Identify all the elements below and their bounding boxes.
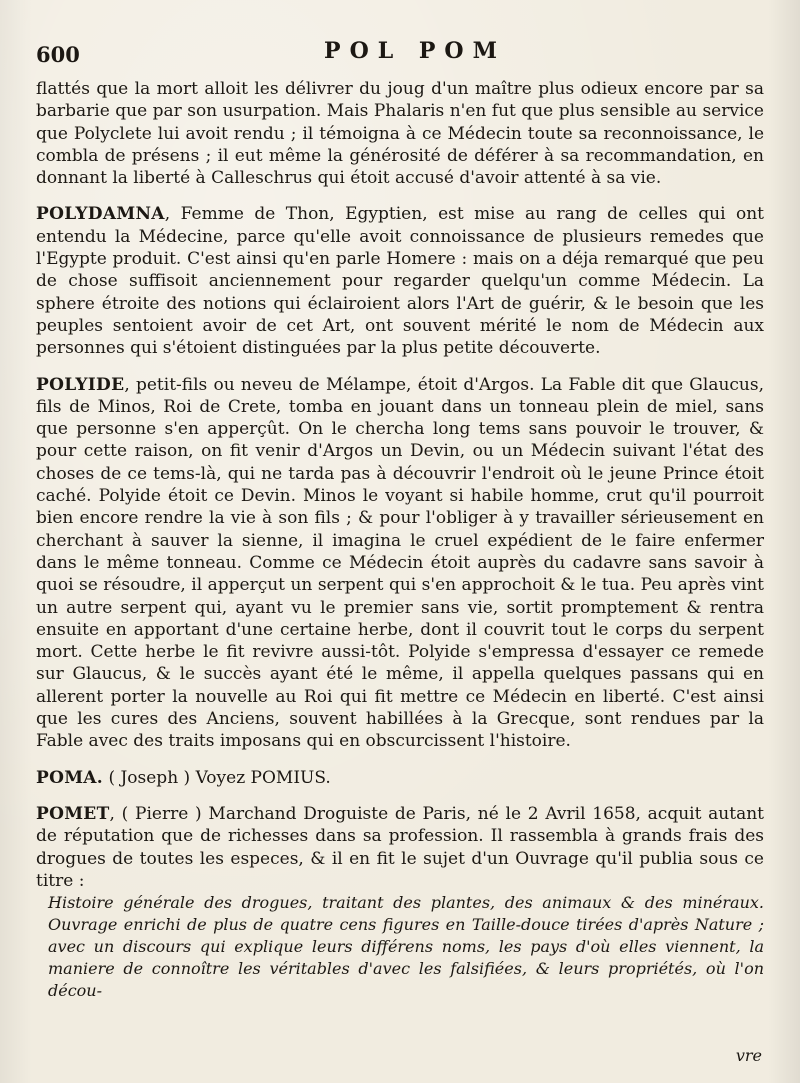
running-head-title: POL POM: [324, 38, 506, 64]
entry-polydamna: [36, 203, 764, 359]
page-content: [36, 78, 764, 1002]
catchword: vre: [735, 1046, 762, 1065]
book-title-block: [36, 892, 764, 1002]
entry-text: flattés que la mort alloit les délivrer du joug d'un maître plus odieux encore par sa barbarie que par son usurpation. Mais Phalaris n'en fut que plus sensible au service que Polyclete lui avoit rendu ; il témoigna à ce Médecin toute sa reconnoissance, le combla de présens ; il eut même la générosité de déférer à sa recommandation, en donnant la liberté à Calleschrus qui étoit accusé d'avoir attenté à sa vie.: [36, 79, 764, 189]
entry-lemma: POLYIDE: [36, 374, 125, 395]
entry-text: , ( Pierre ) Marchand Droguiste de Paris, né le 2 Avril 1658, acquit autant de réputation que de richesses dans sa profession. Il rassembla à grands frais des drogues de toutes les especes, & il en fit le sujet d'un Ouvrage qu'il publia sous ce titre :: [36, 803, 764, 891]
running-head: [36, 38, 764, 72]
entry-polyide: [36, 374, 764, 753]
entry-text: , petit-fils ou neveu de Mélampe, étoit d'Argos. La Fable dit que Glaucus, fils de Minos, Roi de Crete, tomba en jouant dans un tonneau plein de miel, sans que personne s'en apperçût. On le chercha long tems sans pouvoir le trouver, & pour cette raison, on fit venir d'Argos un Devin, ou un Médecin suivant l'état des choses de ce tems-là, qui ne tarda pas à découvrir l'endroit où le jeune Prince étoit caché. Polyide étoit ce Devin. Minos le voyant si habile homme, crut qu'il pourroit bien encore rendre la vie à son fils ; & pour l'obliger à y travailler sérieusement en cherchant à sauver la sienne, il imagina le cruel expédient de le faire enfermer dans le même tonneau. Comme ce Médecin étoit auprès du cadavre sans savoir à quoi se résoudre, il apperçut un serpent qui s'en approchoit & le tua. Peu après vint un autre serpent qui, ayant vu le premier sans vie, sortit promptement & rentra ensuite en apportant d'une certaine herbe, dont il couvrit tout le corps du serpent mort. Cette herbe le fit revivre aussi-tôt. Polyide s'empressa d'essayer ce remede sur Glaucus, & le succès ayant été le même, il appella quelques passans qui en allerent porter la nouvelle au Roi qui fit mettre ce Médecin en liberté. C'est ainsi que les cures des Anciens, souvent habillées à la Grecque, sont rendues par la Fable avec des traits imposans qui en obscurcissent l'histoire.: [36, 374, 764, 752]
entry-text: , Femme de Thon, Egyptien, est mise au rang de celles qui ont entendu la Médecine, parce qu'elle avoit connoissance de plusieurs remedes que l'Egypte produit. C'est ainsi qu'en parle Homere : mais on a déja remarqué que peu de chose suffisoit anciennement pour regarder quelqu'un comme Médecin. La sphere étroite des notions qui éclairoient alors l'Art de guérir, & le besoin que les peuples sentoient avoir de cet Art, ont souvent mérité le nom de Médecin aux personnes qui s'étoient distinguées par la plus petite découverte.: [36, 204, 764, 359]
book-title: Histoire générale des drogues, traitant des plantes, des animaux & des minéraux. Ouvrage enrichi de plus de quatre cens figures en Taille-douce tirées d'après Nature ; avec un discours qui explique leurs différens noms, les pays d'où elles viennent, la maniere de connoître les véritables d'avec les falsifiées, & leurs propriétés, où l'on décou-: [48, 893, 764, 1001]
entry-poma: [36, 767, 764, 789]
entry-lemma: POMET: [36, 803, 110, 824]
entry-pomet: [36, 803, 764, 892]
page-number: 600: [36, 42, 80, 67]
entry-text: ( Joseph ) Voyez POMIUS.: [108, 767, 331, 788]
entry-lemma: POMA.: [36, 767, 104, 788]
entry-lemma: POLYDAMNA: [36, 204, 165, 225]
entry-polyclete-continuation: [36, 78, 764, 189]
